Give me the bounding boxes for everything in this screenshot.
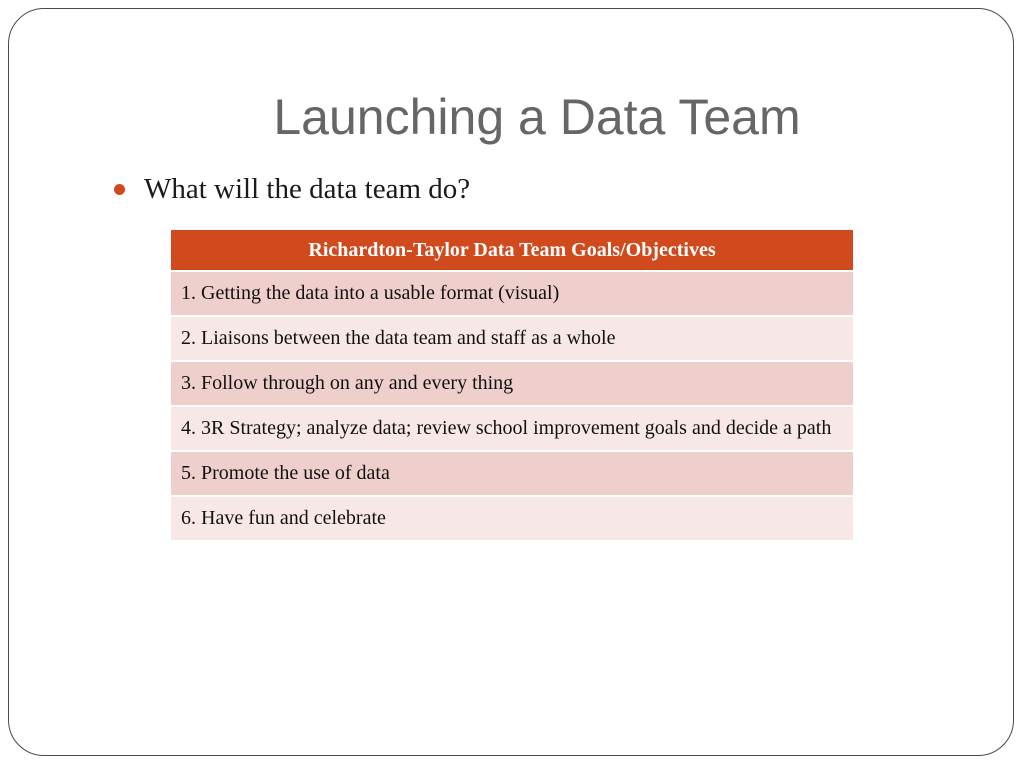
table-row	[171, 406, 853, 451]
bullet-item	[114, 170, 470, 208]
table-cell-3: 3. Follow through on any and every thing	[171, 361, 853, 406]
table-row	[171, 496, 853, 540]
table-header-row	[171, 230, 853, 271]
table-row	[171, 316, 853, 361]
table-cell-6: 6. Have fun and celebrate	[171, 496, 853, 540]
table-cell-2: 2. Liaisons between the data team and staff as a whole	[171, 316, 853, 361]
table-row	[171, 271, 853, 316]
table-cell-1: 1. Getting the data into a usable format (visual)	[171, 271, 853, 316]
table-header: Richardton-Taylor Data Team Goals/Objectives	[171, 230, 853, 271]
slide-title: Launching a Data Team	[273, 89, 801, 145]
bullet-dot-icon	[114, 184, 125, 195]
bullet-text: What will the data team do?	[144, 173, 471, 205]
table-cell-5: 5. Promote the use of data	[171, 451, 853, 496]
table-row	[171, 451, 853, 496]
goals-table	[171, 230, 853, 540]
table-row	[171, 361, 853, 406]
table-cell-4: 4. 3R Strategy; analyze data; review school improvement goals and decide a path	[171, 406, 853, 451]
